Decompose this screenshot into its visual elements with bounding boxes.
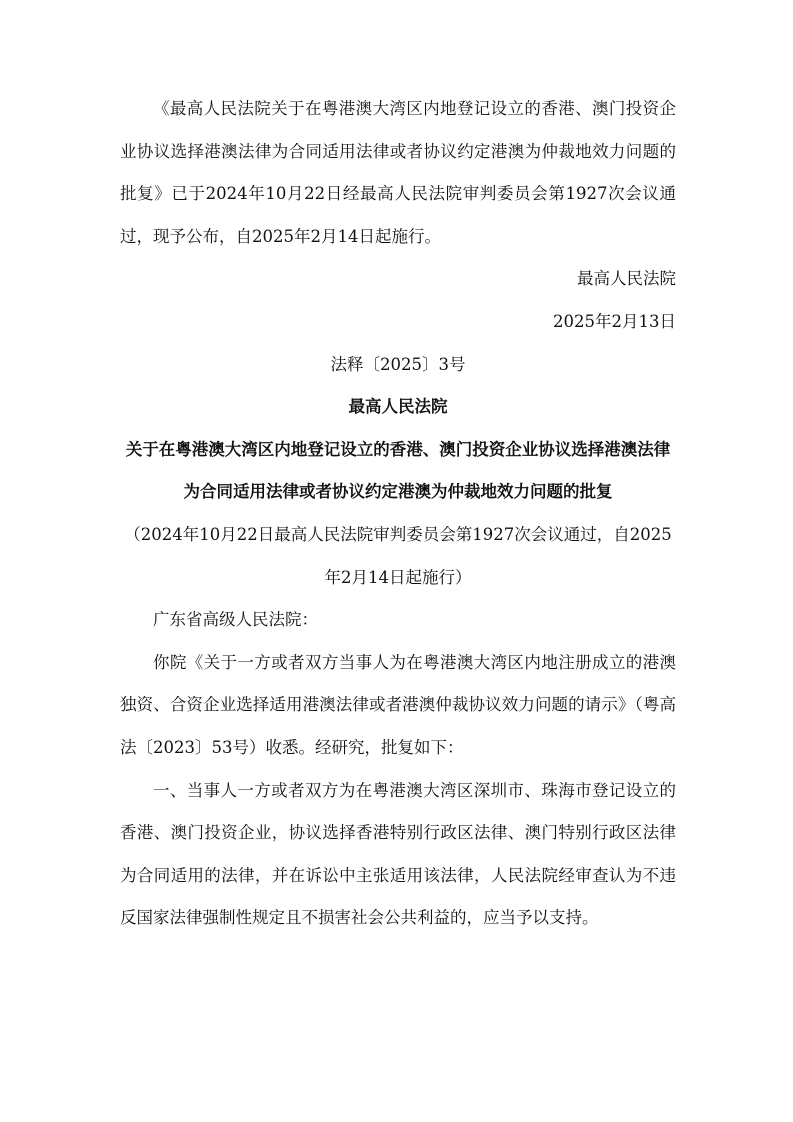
issuer-signature: 最高人民法院 <box>577 269 676 289</box>
reply-title-main: 关于在粤港澳大湾区内地登记设立的香港、澳门投资企业协议选择港澳法律为合同适用法律或者协议约定港澳为仲裁地效力问题的批复 <box>125 439 671 502</box>
adoption-note: （2024年10月22日最高人民法院审判委员会第1927次会议通过，自2025年2月14日起施行） <box>124 524 672 587</box>
announcement-date: 2025年2月13日 <box>553 311 676 331</box>
announcement-paragraph: 《最高人民法院关于在粤港澳大湾区内地登记设立的香港、澳门投资企业协议选择港澳法律为合同适用法律或者协议约定港澳为仲裁地效力问题的批复》已于2024年10月22日经最高人民法院审判委员会第1927次会议通过，现予公布，自2025年2月14日起施行。 <box>120 99 676 246</box>
reply-title-org: 最高人民法院 <box>348 397 448 417</box>
article-1-paragraph: 一、当事人一方或者双方为在粤港澳大湾区深圳市、珠海市登记设立的香港、澳门投资企业，协议选择香港特别行政区法律、澳门特别行政区法律为合同适用的法律，并在诉讼中主张适用该法律，人民法院经审查认为不违反国家法律强制性规定且不损害社会公共利益的，应当予以支持。 <box>120 780 676 928</box>
document-number: 法释〔2025〕3号 <box>330 354 466 374</box>
intro-paragraph: 你院《关于一方或者双方当事人为在粤港澳大湾区内地注册成立的港澳独资、合资企业选择适用港澳法律或者港澳仲裁协议效力问题的请示》（粤高法〔2023〕53号）收悉。经研究，批复如下： <box>120 652 676 757</box>
addressee: 广东省高级人民法院： <box>153 610 318 630</box>
document-body <box>120 88 676 940</box>
